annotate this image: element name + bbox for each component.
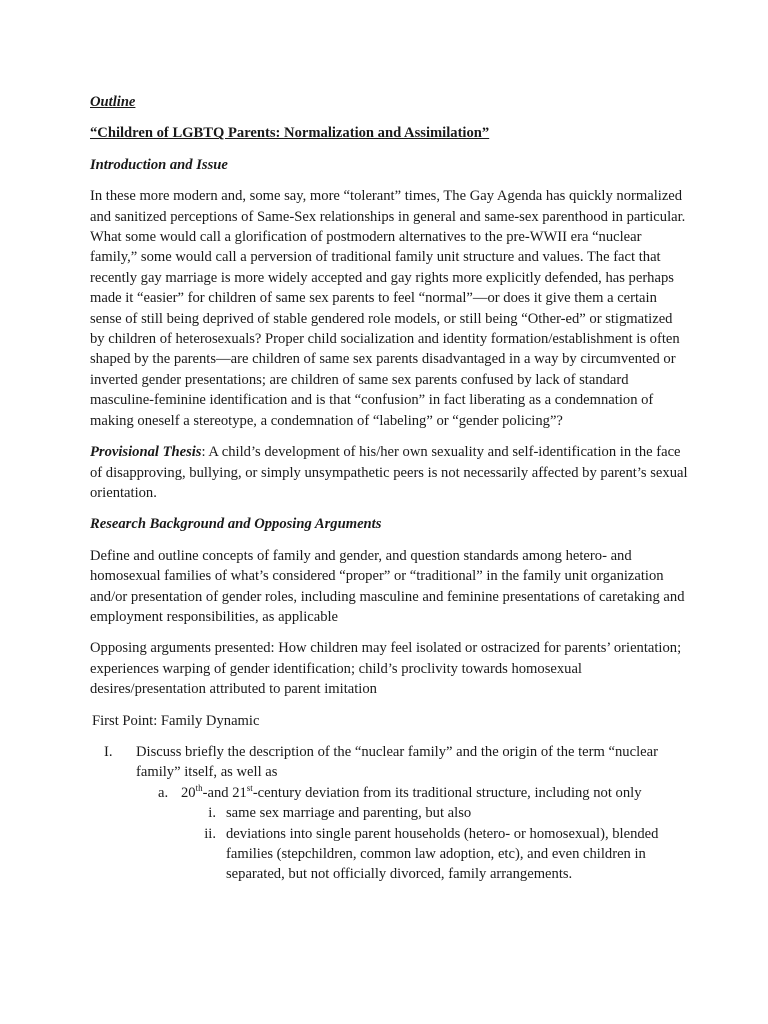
research-heading: Research Background and Opposing Arguments [90,516,382,533]
thesis-label: Provisional Thesis [90,444,202,461]
outline-text-i: same sex marriage and parenting, but also [226,805,472,822]
outline-text-a-sup2: st [246,782,253,793]
outline-item-ii [90,824,690,885]
outline-marker-a: a. [158,784,169,801]
outline-text-a-rest: -century deviation from its traditional structure, including not only [252,784,642,801]
intro-paragraph: In these more modern and, some say, more “tolerant” times, The Gay Agenda has quickly normalized and sanitized perceptions of Same-Sex relationships in general and same-sex parenthood in particular. What some would call a glorification of postmodern alternatives to the pre-WWII era “nuclear family,” some would call a perversion of traditional family unit structure and values. The fact that recently gay marriage is more widely accepted and gay rights more explicitly defended, has perhaps made it “easier” for children of same sex parents to feel “normal”—or does it give them a certain sense of still being deprived of stable gendered role models, or still being “Other-ed” or stigmatized by children of heterosexuals? Proper child socialization and identity formation/establishment is often shaped by the parents—are children of same sex parents disadvantaged in a way by circumvented or inverted gender presentations; are children of same sex parents confused by lack of standard masculine-feminine identification and is that “confusion” in fact liberating as a condemnation of making oneself a stereotype, a condemnation of “labeling” or “gender policing”? [90,188,686,429]
outline-item-i [90,803,690,823]
thesis-paragraph [90,442,690,503]
first-point-heading: First Point: Family Dynamic [92,712,260,729]
outline-text-a-sup1: th [195,782,203,793]
outline-list [90,742,690,885]
outline-item-a [90,783,690,803]
outline-marker-i: i. [208,805,216,822]
outline-label: Outline [90,94,136,110]
outline-text-ii: deviations into single parent households (hetero- or homosexual), blended families (stepchildren, common law adoption, etc), and even children in separated, but not officially divorced, family arrangements. [226,825,659,883]
thesis-text: : A child’s development of his/her own sexuality and self-identification in the face of disapproving, bullying, or simply unsympathetic peers is not necessarily affected by parent’s sexual orientation. [90,444,688,501]
outline-item-I [90,742,690,783]
intro-heading: Introduction and Issue [90,156,228,173]
outline-text-a-mid: -and 21 [202,784,247,801]
document-title: “Children of LGBTQ Parents: Normalization and Assimilation” [90,125,490,142]
document-page [90,92,690,885]
research-paragraph: Define and outline concepts of family and gender, and question standards among hetero- and homosexual families of what’s considered “proper” or “traditional” in the family unit organization and/or presentation of gender roles, including masculine and feminine presentations of caretaking and employment responsibilities, as applicable [90,547,685,625]
opposing-paragraph: Opposing arguments presented: How children may feel isolated or ostracized for parents’ orientation; experiences warping of gender identification; child’s proclivity towards homosexual desires/presentation attributed to parent imitation [90,640,682,698]
outline-text-a-num1: 20 [181,784,196,801]
outline-marker-I: I. [104,743,113,760]
outline-marker-ii: ii. [204,825,216,842]
outline-text-I: Discuss briefly the description of the “nuclear family” and the origin of the term “nuclear family” itself, as well as [136,743,658,781]
